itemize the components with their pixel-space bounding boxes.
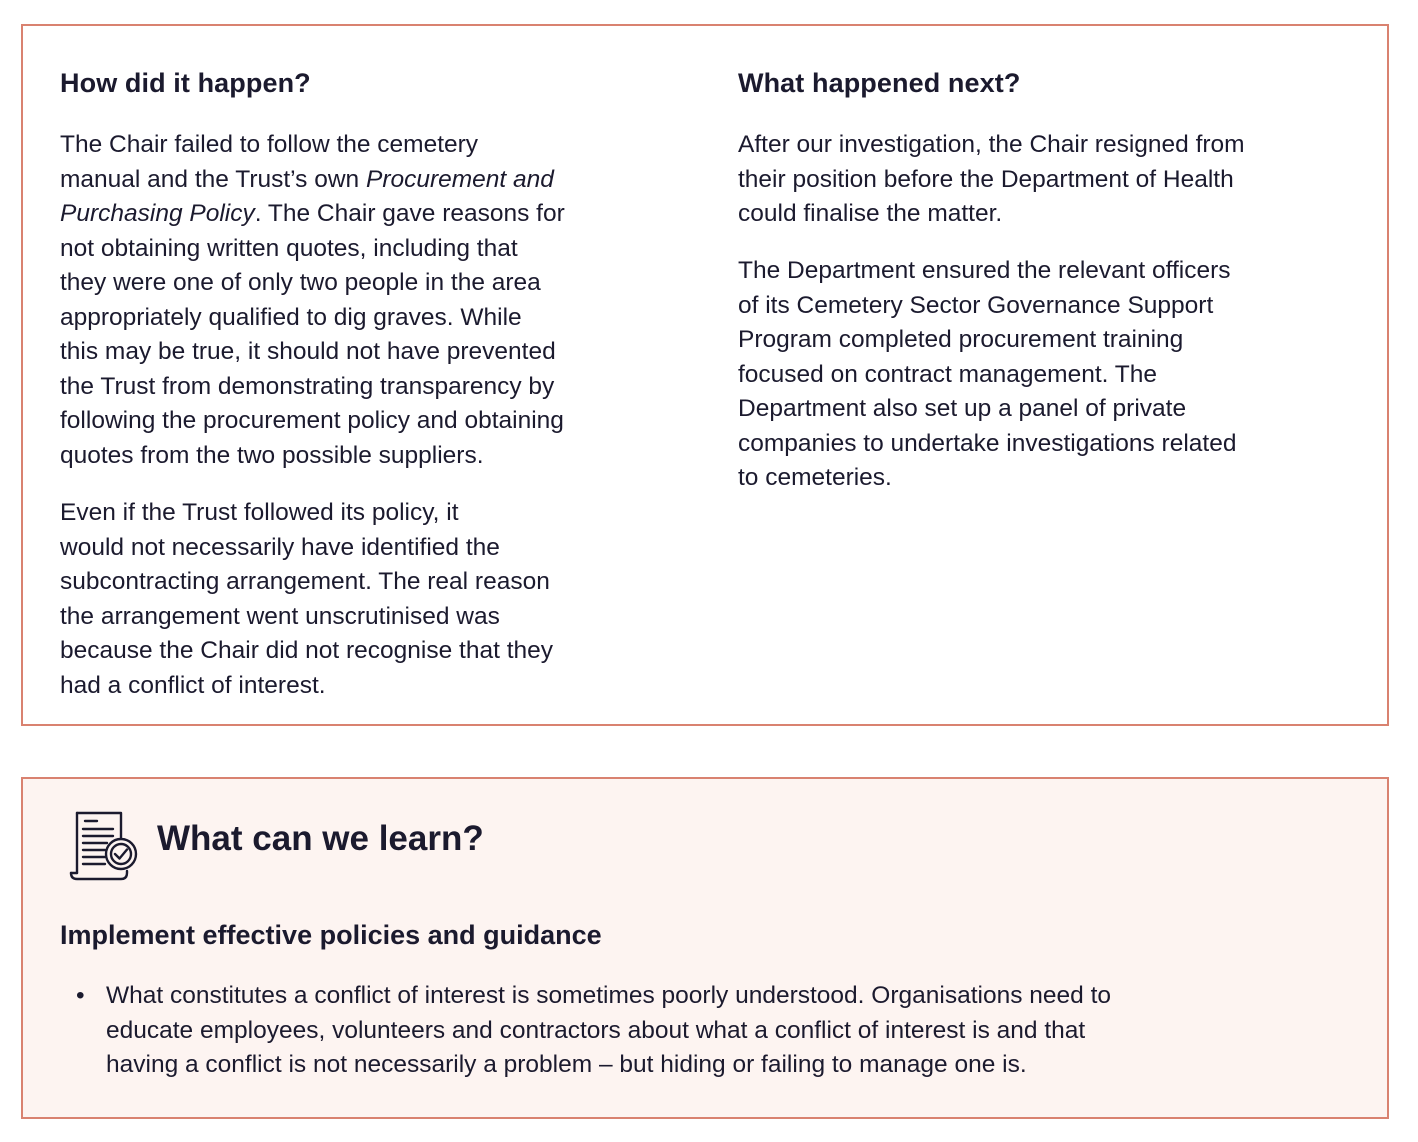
text-line: Department also set up a panel of private: [738, 395, 1187, 422]
text-line: Program completed procurement training: [738, 326, 1184, 353]
how-did-it-happen-heading: How did it happen?: [60, 68, 311, 98]
next-paragraph-2: [738, 254, 1236, 496]
what-happened-next-heading: What happened next?: [738, 68, 1021, 98]
case-details-panel: [21, 24, 1389, 726]
text-line: The Chair failed to follow the cemetery: [60, 131, 479, 158]
text-line: Even if the Trust followed its policy, it: [60, 499, 459, 526]
text-line: would not necessarily have identified the: [60, 533, 500, 561]
text-line: had a conflict of interest.: [60, 671, 326, 699]
text-line: because the Chair did not recognise that they: [60, 637, 554, 664]
bullet-marker: •: [76, 982, 85, 1009]
learn-subheading: Implement effective policies and guidance: [60, 920, 602, 950]
text-line: What constitutes a conflict of interest is sometimes poorly understood. Organisations need to: [106, 982, 1112, 1009]
policy-title-italic: Purchasing Policy: [60, 200, 255, 227]
text-line: subcontracting arrangement. The real reason: [60, 568, 550, 595]
text-line: appropriately qualified to dig graves. While: [60, 303, 522, 331]
policy-title-italic: Procurement and: [365, 165, 554, 193]
learn-bullet-list: [60, 979, 1360, 1083]
text-line: their position before the Department of Health: [738, 165, 1234, 193]
text-line: the arrangement went unscrutinised was: [60, 602, 500, 630]
text-line: Purchasing Policy. The Chair gave reasons for: [60, 200, 565, 227]
text-line: the Trust from demonstrating transparency by: [60, 372, 555, 400]
text-line: they were one of only two people in the area: [60, 269, 541, 296]
text-line: could finalise the matter.: [738, 200, 1003, 227]
how-paragraph-1: [60, 128, 565, 473]
text-line: After our investigation, the Chair resigned from: [738, 131, 1245, 158]
text-line: following the procurement policy and obtaining: [60, 407, 564, 434]
what-can-we-learn-heading: What can we learn?: [157, 819, 484, 858]
text-line: The Department ensured the relevant officers: [738, 257, 1231, 284]
what-can-we-learn-panel: [21, 777, 1389, 1119]
list-item: [60, 979, 1360, 1083]
text-line: of its Cemetery Sector Governance Support: [738, 291, 1214, 319]
text-line: focused on contract management. The: [738, 360, 1158, 388]
how-paragraph-2: [60, 496, 553, 703]
policy-document-check-icon: [67, 807, 141, 883]
text-line: having a conflict is not necessarily a problem – but hiding or failing to manage one is.: [106, 1051, 1027, 1078]
text-line: manual and the Trust’s own Procurement and: [60, 165, 554, 193]
text-line: this may be true, it should not have prevented: [60, 338, 556, 365]
text-line: companies to undertake investigations related: [738, 429, 1237, 457]
text-line: to cemeteries.: [738, 464, 892, 491]
text-line: quotes from the two possible suppliers.: [60, 441, 484, 469]
next-paragraph-1: [738, 128, 1245, 232]
text-line: educate employees, volunteers and contractors about what a conflict of interest is and that: [106, 1016, 1086, 1044]
text-line: not obtaining written quotes, including that: [60, 234, 518, 262]
